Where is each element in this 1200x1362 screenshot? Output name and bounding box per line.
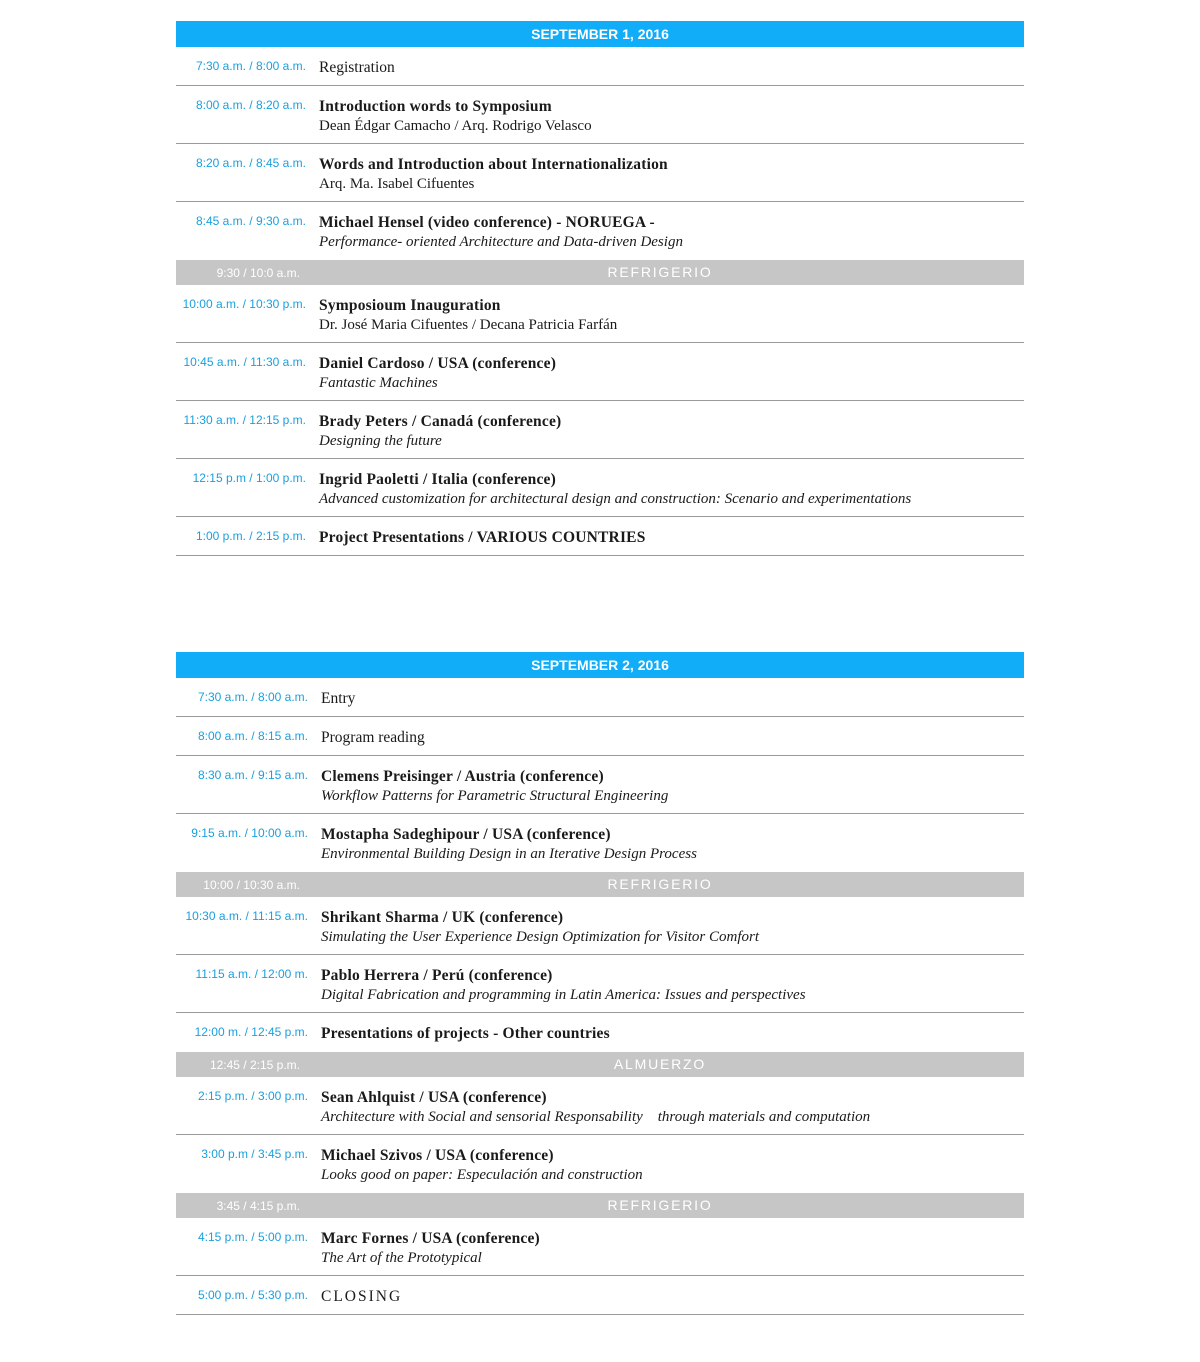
session-time: 3:00 p.m / 3:45 p.m. bbox=[201, 1147, 308, 1161]
session-speakers: Arq. Ma. Isabel Cifuentes bbox=[319, 176, 475, 192]
session-time: 8:45 a.m. / 9:30 a.m. bbox=[195, 214, 306, 228]
session-topic: Simulating the User Experience Design Optimization for Visitor Comfort bbox=[321, 929, 760, 945]
schedule-row bbox=[176, 202, 1024, 260]
break-time: 9:30 / 10:0 a.m. bbox=[216, 266, 300, 280]
session-topic: Performance- oriented Architecture and Data-driven Design bbox=[319, 234, 683, 250]
session-title: Michael Szivos / USA (conference) bbox=[321, 1147, 554, 1164]
schedule-row bbox=[176, 401, 1024, 459]
break-row bbox=[176, 1052, 1024, 1077]
session-time: 10:45 a.m. / 11:30 a.m. bbox=[183, 355, 306, 369]
break-label: ALMUERZO bbox=[613, 1056, 707, 1072]
schedule-row bbox=[176, 678, 1024, 717]
session-time: 11:15 a.m. / 12:00 m. bbox=[195, 967, 308, 981]
session-title: Introduction words to Symposium bbox=[319, 98, 552, 115]
schedule-row bbox=[176, 1218, 1024, 1276]
session-title: Registration bbox=[319, 59, 395, 76]
session-title: Brady Peters / Canadá (conference) bbox=[319, 413, 562, 430]
schedule-row bbox=[176, 1276, 1024, 1315]
schedule-row bbox=[176, 459, 1024, 517]
session-time: 12:00 m. / 12:45 p.m. bbox=[194, 1025, 308, 1039]
session-title: Program reading bbox=[321, 729, 425, 746]
session-topic: Digital Fabrication and programming in Latin America: Issues and perspectives bbox=[321, 987, 806, 1003]
schedule-row bbox=[176, 1135, 1024, 1193]
session-title: Symposioum Inauguration bbox=[319, 297, 501, 314]
session-time: 5:00 p.m. / 5:30 p.m. bbox=[197, 1288, 308, 1302]
session-speakers: Dr. José Maria Cifuentes / Decana Patricia Farfán bbox=[319, 317, 618, 333]
schedule-row bbox=[176, 144, 1024, 202]
schedule-row bbox=[176, 814, 1024, 872]
break-label: REFRIGERIO bbox=[607, 1197, 713, 1213]
session-time: 8:00 a.m. / 8:15 a.m. bbox=[197, 729, 308, 743]
session-time: 11:30 a.m. / 12:15 p.m. bbox=[183, 413, 306, 427]
session-topic: Workflow Patterns for Parametric Structural Engineering bbox=[321, 788, 669, 804]
day-header: SEPTEMBER 1, 2016 bbox=[176, 21, 1024, 47]
break-row bbox=[176, 260, 1024, 285]
session-time: 7:30 a.m. / 8:00 a.m. bbox=[197, 690, 308, 704]
session-time: 10:30 a.m. / 11:15 a.m. bbox=[185, 909, 308, 923]
break-label: REFRIGERIO bbox=[607, 264, 713, 280]
schedule-row bbox=[176, 1013, 1024, 1052]
session-title: Presentations of projects - Other countries bbox=[321, 1025, 610, 1042]
session-time: 8:00 a.m. / 8:20 a.m. bbox=[195, 98, 306, 112]
schedule-row bbox=[176, 285, 1024, 343]
session-title: CLOSING bbox=[321, 1288, 403, 1305]
session-time: 7:30 a.m. / 8:00 a.m. bbox=[195, 59, 306, 73]
break-row bbox=[176, 1193, 1024, 1218]
session-time: 8:20 a.m. / 8:45 a.m. bbox=[195, 156, 306, 170]
session-title: Clemens Preisinger / Austria (conference) bbox=[321, 768, 604, 785]
session-time: 9:15 a.m. / 10:00 a.m. bbox=[191, 826, 308, 840]
session-topic: Architecture with Social and sensorial Responsability through materials and computation bbox=[321, 1109, 871, 1125]
schedule-row bbox=[176, 955, 1024, 1013]
session-title: Shrikant Sharma / UK (conference) bbox=[321, 909, 564, 926]
session-topic: Environmental Building Design in an Iterative Design Process bbox=[321, 846, 697, 862]
session-title: Ingrid Paoletti / Italia (conference) bbox=[319, 471, 556, 488]
break-label: REFRIGERIO bbox=[607, 876, 713, 892]
session-title: Sean Ahlquist / USA (conference) bbox=[321, 1089, 547, 1106]
session-time: 8:30 a.m. / 9:15 a.m. bbox=[197, 768, 308, 782]
schedule-row bbox=[176, 756, 1024, 814]
session-topic: Looks good on paper: Especulación and construction bbox=[321, 1167, 643, 1183]
schedule-row bbox=[176, 86, 1024, 144]
break-time: 3:45 / 4:15 p.m. bbox=[216, 1199, 300, 1213]
session-topic: Fantastic Machines bbox=[319, 375, 438, 391]
schedule-row bbox=[176, 343, 1024, 401]
session-title: Project Presentations / VARIOUS COUNTRIES bbox=[319, 529, 646, 546]
session-topic: Designing the future bbox=[319, 433, 442, 449]
schedule-row bbox=[176, 897, 1024, 955]
break-time: 10:00 / 10:30 a.m. bbox=[203, 878, 300, 892]
schedule-row bbox=[176, 1077, 1024, 1135]
session-time: 2:15 p.m. / 3:00 p.m. bbox=[197, 1089, 308, 1103]
session-title: Pablo Herrera / Perú (conference) bbox=[321, 967, 553, 984]
session-time: 4:15 p.m. / 5:00 p.m. bbox=[197, 1230, 308, 1244]
break-row bbox=[176, 872, 1024, 897]
session-topic: The Art of the Prototypical bbox=[321, 1250, 482, 1266]
day-schedule bbox=[176, 652, 1024, 1315]
session-time: 10:00 a.m. / 10:30 p.m. bbox=[182, 297, 306, 311]
schedule-row bbox=[176, 717, 1024, 756]
session-topic: Advanced customization for architectural design and construction: Scenario and experimentations bbox=[319, 491, 912, 507]
session-time: 12:15 p.m / 1:00 p.m. bbox=[192, 471, 306, 485]
session-title: Entry bbox=[321, 690, 356, 707]
session-title: Marc Fornes / USA (conference) bbox=[321, 1230, 540, 1247]
schedule-row bbox=[176, 47, 1024, 86]
session-title: Mostapha Sadeghipour / USA (conference) bbox=[321, 826, 611, 843]
session-title: Michael Hensel (video conference) - NORUEGA - bbox=[319, 214, 655, 231]
day-schedule bbox=[176, 21, 1024, 556]
session-time: 1:00 p.m. / 2:15 p.m. bbox=[195, 529, 306, 543]
break-time: 12:45 / 2:15 p.m. bbox=[209, 1058, 300, 1072]
day-header: SEPTEMBER 2, 2016 bbox=[176, 652, 1024, 678]
session-speakers: Dean Édgar Camacho / Arq. Rodrigo Velasco bbox=[319, 118, 592, 134]
session-title: Words and Introduction about Internationalization bbox=[319, 156, 668, 173]
schedule-row bbox=[176, 517, 1024, 556]
session-title: Daniel Cardoso / USA (conference) bbox=[319, 355, 557, 372]
